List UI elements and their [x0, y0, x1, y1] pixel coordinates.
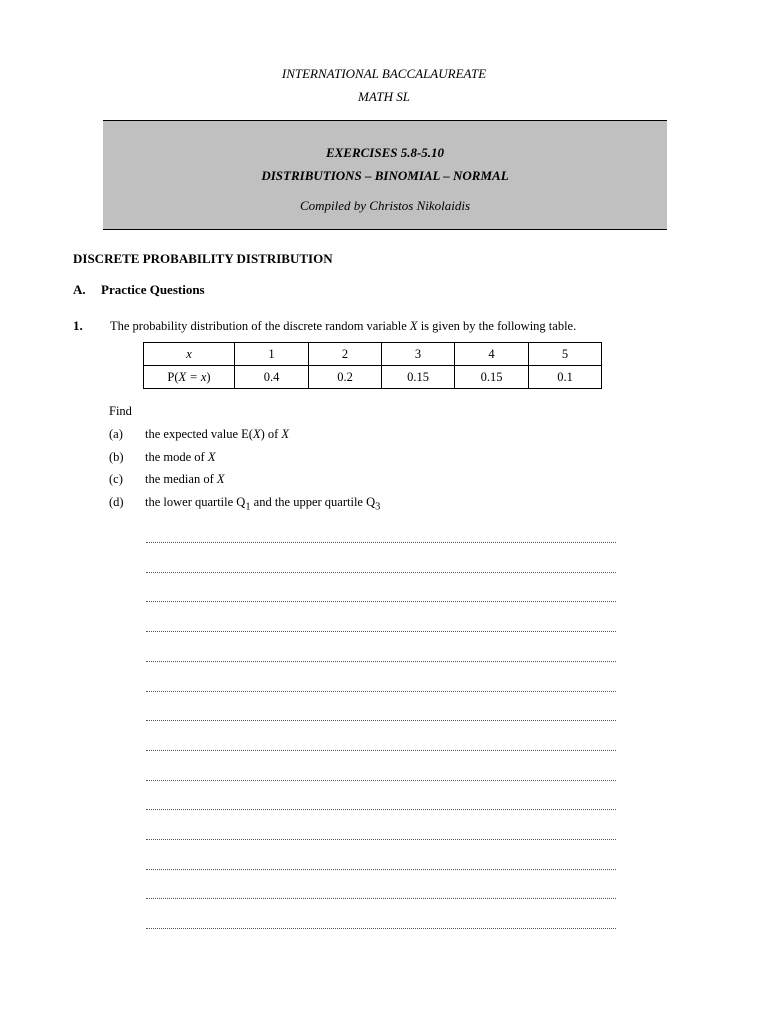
answer-line — [146, 571, 616, 573]
part-var: X — [252, 427, 261, 441]
answer-line — [146, 838, 616, 840]
part-a — [109, 427, 289, 442]
part-sub2: 3 — [375, 501, 381, 513]
banner-title: EXERCISES 5.8-5.10 — [325, 145, 445, 160]
table-cell-p: 0.4 — [235, 366, 309, 389]
header-institution: INTERNATIONAL BACCALAUREATE — [281, 66, 487, 81]
table-header-p — [144, 366, 235, 389]
table-header-p-pre: P( — [167, 369, 179, 384]
part-tail2: and the upper quartile Q — [250, 495, 376, 509]
table-header-p-var: X = x — [178, 369, 207, 384]
part-label: (b) — [109, 450, 124, 464]
part-d — [109, 495, 380, 513]
part-text: the median of — [145, 472, 217, 486]
banner-credit: Compiled by Christos Nikolaidis — [299, 198, 471, 213]
table-cell-x: 5 — [529, 343, 602, 366]
table-row-p — [144, 366, 602, 389]
answer-line — [146, 897, 616, 899]
title-banner — [103, 120, 667, 230]
part-var: X — [216, 472, 225, 486]
part-text: the expected value E( — [145, 427, 253, 441]
table-cell-x: 1 — [235, 343, 309, 366]
distribution-table — [143, 342, 602, 389]
answer-line — [146, 868, 616, 870]
part-label: (d) — [109, 495, 124, 509]
table-cell-x: 3 — [382, 343, 455, 366]
part-tail: ) of — [260, 427, 282, 441]
part-var2: X — [281, 427, 290, 441]
part-var: X — [207, 450, 216, 464]
question-text-after: is given by the following table. — [417, 319, 577, 333]
subsection-heading — [73, 282, 205, 298]
subsection-title: Practice Questions — [101, 282, 205, 297]
table-cell-p: 0.2 — [309, 366, 382, 389]
table-cell-x: 4 — [455, 343, 529, 366]
table-header-x: x — [144, 343, 235, 366]
answer-line — [146, 600, 616, 602]
part-c — [109, 472, 225, 487]
table-cell-x: 2 — [309, 343, 382, 366]
answer-line — [146, 749, 616, 751]
subsection-label: A. — [73, 282, 86, 297]
section-title: DISCRETE PROBABILITY DISTRIBUTION — [73, 251, 333, 266]
part-b — [109, 450, 215, 465]
table-cell-p: 0.15 — [455, 366, 529, 389]
part-text: the lower quartile Q — [145, 495, 246, 509]
table-row-x — [144, 343, 602, 366]
question-text-before: The probability distribution of the discrete random variable — [110, 319, 410, 333]
answer-line — [146, 808, 616, 810]
table-cell-p: 0.1 — [529, 366, 602, 389]
answer-line — [146, 719, 616, 721]
part-text: the mode of — [145, 450, 208, 464]
answer-line — [146, 927, 616, 929]
find-label: Find — [109, 404, 132, 418]
header-course: MATH SL — [358, 89, 410, 104]
part-label: (c) — [109, 472, 123, 486]
answer-line — [146, 630, 616, 632]
part-sub: 1 — [245, 501, 251, 513]
part-label: (a) — [109, 427, 123, 441]
banner-subtitle: DISTRIBUTIONS – BINOMIAL – NORMAL — [261, 168, 509, 183]
answer-line — [146, 690, 616, 692]
table-cell-p: 0.15 — [382, 366, 455, 389]
question-number: 1. — [73, 318, 83, 333]
question-text-var: X — [409, 319, 418, 333]
answer-line — [146, 541, 616, 543]
answer-line — [146, 660, 616, 662]
question-text — [110, 319, 576, 334]
answer-line — [146, 779, 616, 781]
table-header-p-post: ) — [206, 369, 211, 384]
